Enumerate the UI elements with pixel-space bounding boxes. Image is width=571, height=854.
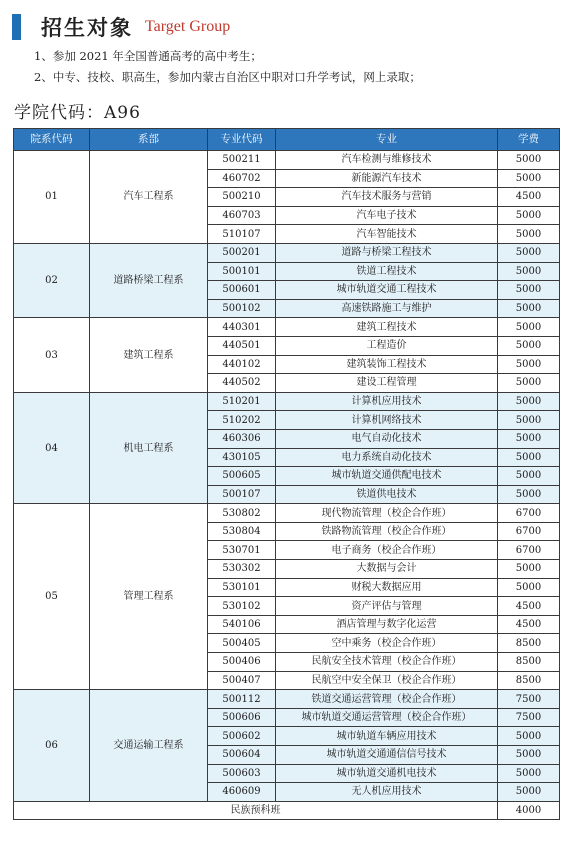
fee-cell: 5000 <box>498 299 560 318</box>
major-name-cell: 民航空中安全保卫（校企合作班） <box>276 671 498 690</box>
dept-name-cell: 交通运输工程系 <box>90 690 208 802</box>
major-name-cell: 城市轨道交通工程技术 <box>276 281 498 300</box>
col-header-dept: 系部 <box>90 129 208 151</box>
major-code-cell: 500602 <box>208 727 276 746</box>
dept-code-cell: 04 <box>14 392 90 504</box>
fee-cell: 5000 <box>498 262 560 281</box>
major-name-cell: 城市轨道车辆应用技术 <box>276 727 498 746</box>
fee-cell: 5000 <box>498 764 560 783</box>
major-code-cell: 510202 <box>208 411 276 430</box>
fee-cell: 4500 <box>498 597 560 616</box>
dept-name-cell: 建筑工程系 <box>90 318 208 392</box>
major-code-cell: 460703 <box>208 206 276 225</box>
major-code-cell: 500211 <box>208 151 276 170</box>
table-row <box>14 690 560 709</box>
fee-cell: 5000 <box>498 485 560 504</box>
major-name-cell: 资产评估与管理 <box>276 597 498 616</box>
fee-cell: 4500 <box>498 188 560 207</box>
fee-cell: 5000 <box>498 746 560 765</box>
major-name-cell: 空中乘务（校企合作班） <box>276 634 498 653</box>
major-name-cell: 铁道工程技术 <box>276 262 498 281</box>
major-name-cell: 电力系统自动化技术 <box>276 448 498 467</box>
major-code-cell: 500606 <box>208 708 276 727</box>
fee-cell: 5000 <box>498 448 560 467</box>
fee-cell: 7500 <box>498 690 560 709</box>
fee-cell: 5000 <box>498 392 560 411</box>
table-row <box>14 151 560 170</box>
major-name-cell: 电子商务（校企合作班） <box>276 541 498 560</box>
table-body <box>14 151 560 820</box>
dept-name-cell: 管理工程系 <box>90 504 208 690</box>
fee-cell: 5000 <box>498 225 560 244</box>
major-code-cell: 500601 <box>208 281 276 300</box>
table-header-row <box>14 129 560 151</box>
enrollment-notes <box>34 46 421 88</box>
dept-code-cell: 05 <box>14 504 90 690</box>
dept-code-cell: 01 <box>14 151 90 244</box>
major-code-cell: 510107 <box>208 225 276 244</box>
fee-cell: 5000 <box>498 429 560 448</box>
fee-cell: 8500 <box>498 634 560 653</box>
major-code-cell: 440501 <box>208 336 276 355</box>
fee-cell: 5000 <box>498 578 560 597</box>
major-name-cell: 城市轨道交通通信信号技术 <box>276 746 498 765</box>
major-name-cell: 城市轨道交通机电技术 <box>276 764 498 783</box>
major-name-cell: 城市轨道交通供配电技术 <box>276 467 498 486</box>
dept-name-cell: 机电工程系 <box>90 392 208 504</box>
college-code: 学院代码：A96 <box>14 103 141 123</box>
fee-cell: 5000 <box>498 727 560 746</box>
major-name-cell: 计算机应用技术 <box>276 392 498 411</box>
major-code-cell: 440301 <box>208 318 276 337</box>
major-name-cell: 铁道交通运营管理（校企合作班） <box>276 690 498 709</box>
major-code-cell: 510201 <box>208 392 276 411</box>
major-code-cell: 530804 <box>208 522 276 541</box>
major-code-cell: 430105 <box>208 448 276 467</box>
major-name-cell: 无人机应用技术 <box>276 783 498 802</box>
fee-cell: 5000 <box>498 411 560 430</box>
major-code-cell: 500605 <box>208 467 276 486</box>
major-name-cell: 道路与桥梁工程技术 <box>276 243 498 262</box>
major-name-cell: 汽车智能技术 <box>276 225 498 244</box>
preparatory-class-label: 民族预科班 <box>14 801 498 820</box>
major-code-cell: 530101 <box>208 578 276 597</box>
fee-cell: 6700 <box>498 541 560 560</box>
major-name-cell: 汽车电子技术 <box>276 206 498 225</box>
major-code-cell: 500101 <box>208 262 276 281</box>
major-name-cell: 汽车技术服务与营销 <box>276 188 498 207</box>
section-header <box>12 12 230 42</box>
major-name-cell: 计算机网络技术 <box>276 411 498 430</box>
major-name-cell: 汽车检测与维修技术 <box>276 151 498 170</box>
table-row <box>14 318 560 337</box>
dept-code-cell: 02 <box>14 243 90 317</box>
fee-cell: 5000 <box>498 336 560 355</box>
fee-cell: 6700 <box>498 504 560 523</box>
dept-code-cell: 03 <box>14 318 90 392</box>
fee-cell: 5000 <box>498 206 560 225</box>
table-footer-row <box>14 801 560 820</box>
major-code-cell: 440502 <box>208 374 276 393</box>
major-code-cell: 500210 <box>208 188 276 207</box>
fee-cell: 5000 <box>498 374 560 393</box>
fee-cell: 8500 <box>498 653 560 672</box>
major-name-cell: 现代物流管理（校企合作班） <box>276 504 498 523</box>
section-title-english: Target Group <box>145 18 231 35</box>
fee-cell: 4500 <box>498 615 560 634</box>
major-code-cell: 530302 <box>208 560 276 579</box>
major-code-cell: 460609 <box>208 783 276 802</box>
major-code-cell: 500112 <box>208 690 276 709</box>
table-row <box>14 243 560 262</box>
major-name-cell: 铁路物流管理（校企合作班） <box>276 522 498 541</box>
major-code-cell: 500406 <box>208 653 276 672</box>
major-name-cell: 建筑装饰工程技术 <box>276 355 498 374</box>
fee-cell: 5000 <box>498 560 560 579</box>
col-header-dept-code: 院系代码 <box>14 129 90 151</box>
major-name-cell: 新能源汽车技术 <box>276 169 498 188</box>
major-code-cell: 500405 <box>208 634 276 653</box>
fee-cell: 6700 <box>498 522 560 541</box>
table-row <box>14 504 560 523</box>
major-name-cell: 高速铁路施工与维护 <box>276 299 498 318</box>
fee-cell: 5000 <box>498 467 560 486</box>
fee-cell: 5000 <box>498 169 560 188</box>
major-code-cell: 500603 <box>208 764 276 783</box>
dept-code-cell: 06 <box>14 690 90 802</box>
note-item: 2、中专、技校、职高生，参加内蒙古自治区中职对口升学考试，网上录取； <box>34 70 421 84</box>
fee-cell: 5000 <box>498 281 560 300</box>
major-name-cell: 电气自动化技术 <box>276 429 498 448</box>
dept-name-cell: 道路桥梁工程系 <box>90 243 208 317</box>
major-code-cell: 540106 <box>208 615 276 634</box>
col-header-major-code: 专业代码 <box>208 129 276 151</box>
major-name-cell: 大数据与会计 <box>276 560 498 579</box>
fee-cell: 5000 <box>498 318 560 337</box>
section-title: 招生对象 <box>41 15 133 40</box>
major-name-cell: 铁道供电技术 <box>276 485 498 504</box>
fee-cell: 4000 <box>498 801 560 820</box>
accent-bar <box>12 14 21 40</box>
majors-table <box>13 128 560 820</box>
major-name-cell: 建筑工程技术 <box>276 318 498 337</box>
fee-cell: 8500 <box>498 671 560 690</box>
major-code-cell: 530701 <box>208 541 276 560</box>
col-header-major: 专业 <box>276 129 498 151</box>
fee-cell: 5000 <box>498 783 560 802</box>
major-name-cell: 城市轨道交通运营管理（校企合作班） <box>276 708 498 727</box>
major-code-cell: 500102 <box>208 299 276 318</box>
fee-cell: 5000 <box>498 243 560 262</box>
fee-cell: 5000 <box>498 151 560 170</box>
major-name-cell: 建设工程管理 <box>276 374 498 393</box>
major-code-cell: 460702 <box>208 169 276 188</box>
major-code-cell: 500604 <box>208 746 276 765</box>
note-item: 1、参加 2021 年全国普通高考的高中考生； <box>34 49 262 63</box>
major-code-cell: 460306 <box>208 429 276 448</box>
major-code-cell: 500407 <box>208 671 276 690</box>
major-name-cell: 酒店管理与数字化运营 <box>276 615 498 634</box>
fee-cell: 7500 <box>498 708 560 727</box>
major-code-cell: 530102 <box>208 597 276 616</box>
major-name-cell: 财税大数据应用 <box>276 578 498 597</box>
col-header-fee: 学费 <box>498 129 560 151</box>
major-code-cell: 500107 <box>208 485 276 504</box>
major-name-cell: 工程造价 <box>276 336 498 355</box>
major-name-cell: 民航安全技术管理（校企合作班） <box>276 653 498 672</box>
dept-name-cell: 汽车工程系 <box>90 151 208 244</box>
major-code-cell: 500201 <box>208 243 276 262</box>
fee-cell: 5000 <box>498 355 560 374</box>
major-code-cell: 530802 <box>208 504 276 523</box>
major-code-cell: 440102 <box>208 355 276 374</box>
table-row <box>14 392 560 411</box>
